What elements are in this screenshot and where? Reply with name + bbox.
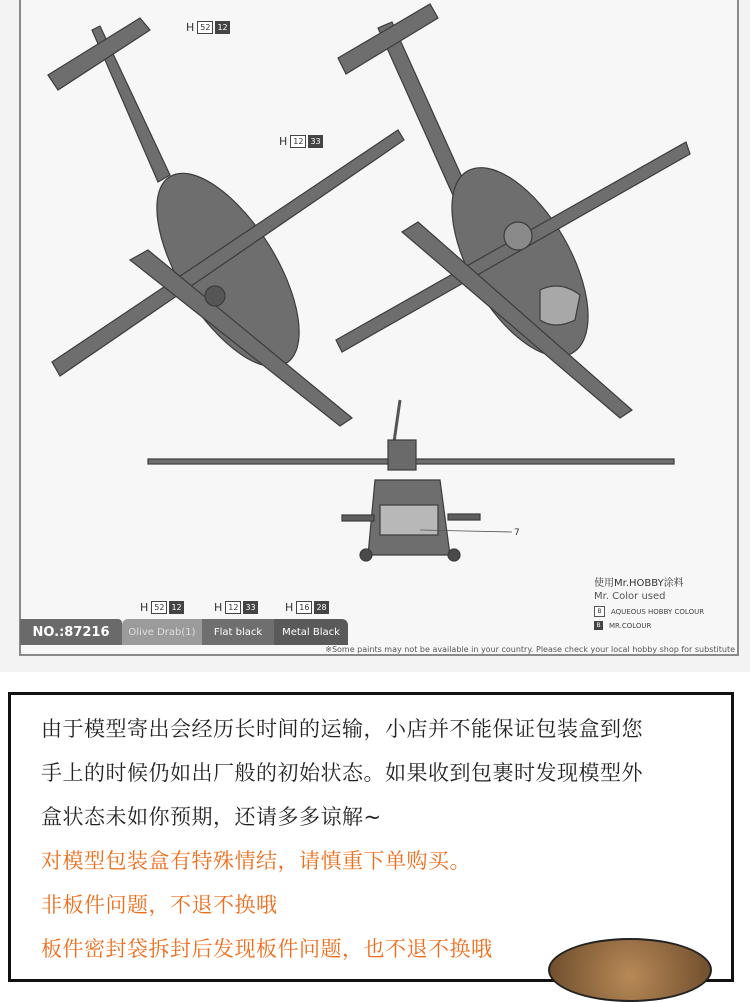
notice-line-2: 手上的时候仍如出厂般的初始状态。如果收到包裹时发现模型外: [41, 761, 643, 785]
kit-number: NO.:87216: [20, 619, 122, 645]
notice-line-4: 对模型包装盒有特殊情结，请慎重下单购买。: [41, 849, 471, 873]
aqueous-box: B: [594, 606, 605, 617]
legend-title: 使用Mr.HOBBY涂料: [594, 578, 684, 589]
swatch-flat-black: Flat black: [202, 619, 274, 645]
notice-line-6: 板件密封袋拆封后发现板件问题，也不退不换哦: [41, 937, 493, 961]
notice-line-1: 由于模型寄出会经历长时间的运输，小店并不能保证包装盒到您: [41, 717, 643, 741]
swatch-tag-2: H 12 33: [214, 601, 256, 614]
paint-tag-mid: H 12 33: [279, 135, 321, 148]
decorative-product-image: [548, 938, 712, 1002]
legend-subtitle: Mr. Color used: [594, 591, 666, 602]
mrcolor-label: MR.COLOUR: [609, 621, 652, 630]
paint-disclaimer: ※Some paints may not be available in your country. Please check your local hobby shop for substitute: [325, 645, 735, 654]
swatch-tag-3: H 16 28: [285, 601, 327, 614]
paint-tag-top-left: H 52 12: [186, 21, 228, 34]
helicopter-bottom-view: [336, 4, 690, 418]
mrcolor-box: B: [594, 621, 603, 630]
part-number-label: 7: [514, 528, 520, 538]
swatch-olive-drab: Olive Drab(1): [122, 619, 202, 645]
helicopter-front-view: [148, 400, 674, 561]
helicopter-top-view: [48, 18, 404, 426]
aqueous-label: AQUEOUS HOBBY COLOUR: [611, 607, 705, 616]
swatch-metal-black: Metal Black: [274, 619, 348, 645]
color-bar: [20, 619, 738, 645]
swatch-tag-1: H 52 12: [140, 601, 182, 614]
legend-row-aqueous: [594, 606, 734, 617]
notice-line-5: 非板件问题，不退不换哦: [41, 893, 278, 917]
notice-line-3: 盒状态未如你预期，还请多多谅解~: [41, 805, 382, 829]
